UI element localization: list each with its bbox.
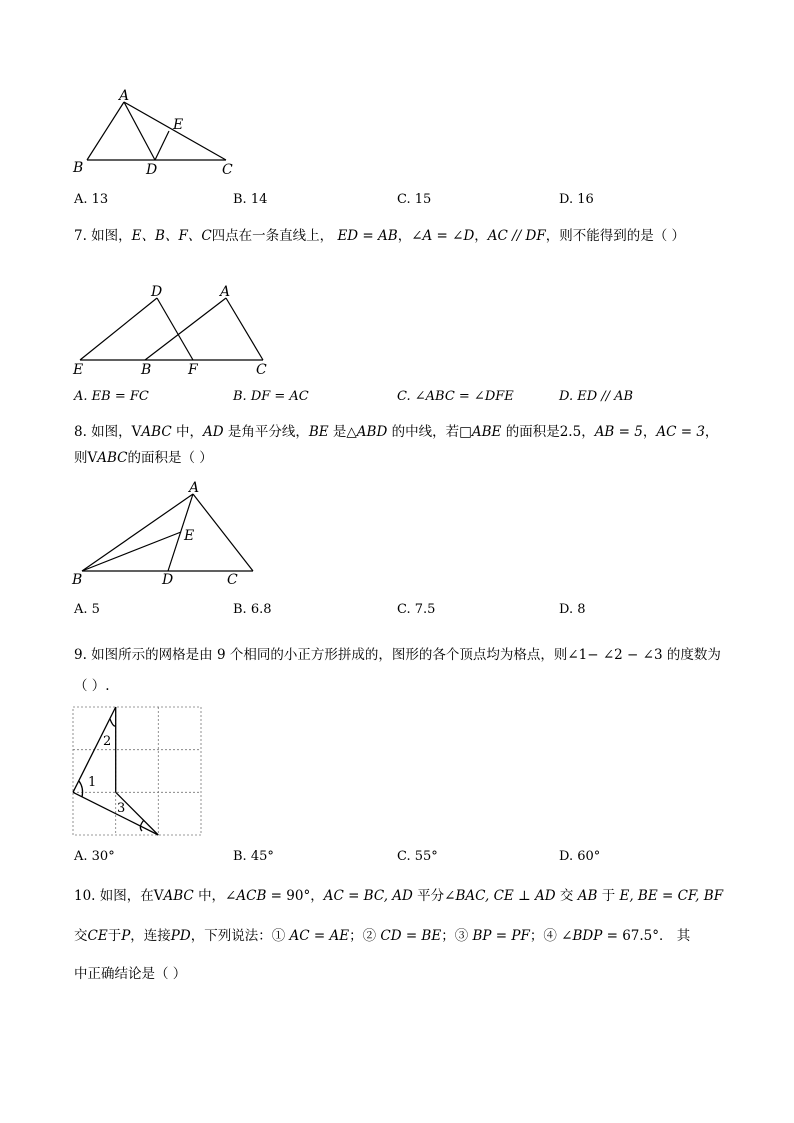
q7-label-C: C [256, 362, 267, 378]
q6-option-c: C. 15 [397, 192, 432, 207]
q10-stem-line3: 中正确结论是（ ） [74, 966, 187, 982]
q9-stem-line1: 9. 如图所示的网格是由 9 个相同的小正方形拼成的，图形的各个顶点均为格点，则∠1− ∠2 − ∠3 的度数为 [74, 647, 721, 663]
q9-angle-label-2: 2 [103, 734, 112, 749]
q8-label-D: D [162, 572, 174, 588]
q8-stem-line1: 8. 如图，VABC 中，AD 是角平分线，BE 是△ABD 的中线，若□ABE 的面积是2.5，AB = 5，AC = 3， [74, 424, 719, 440]
q10-stem-line2: 交CE于P，连接PD，下列说法：① AC = AE；② CD = BE；③ BP = PF；④ ∠BDP = 67.5°． 其 [74, 928, 691, 944]
q8-option-b: B. 6.8 [233, 602, 272, 617]
q6-option-d: D. 16 [559, 192, 594, 207]
q9-option-c: C. 55° [397, 849, 438, 864]
q6-label-D: D [146, 162, 158, 178]
q10-stem-line1: 10. 如图，在VABC 中，∠ACB = 90°，AC = BC, AD 平分∠BAC, CE ⊥ AD 交 AB 于 E, BE = CF, BF [74, 888, 724, 904]
q8-stem-line2: 则VABC的面积是（ ） [74, 450, 213, 466]
q6-option-a: A. 13 [74, 192, 109, 207]
q7-option-c: C. ∠ABC = ∠DFE [397, 389, 514, 404]
q8-label-C: C [227, 572, 238, 588]
q8-option-c: C. 7.5 [397, 602, 436, 617]
q9-option-b: B. 45° [233, 849, 274, 864]
q9-option-d: D. 60° [559, 849, 601, 864]
q8-option-a: A. 5 [74, 602, 100, 617]
q9-angle-label-1: 1 [88, 775, 97, 790]
q9-option-a: A. 30° [74, 849, 115, 864]
q6-option-b: B. 14 [233, 192, 268, 207]
q7-stem: 7. 如图，E、B、F、C四点在一条直线上， ED = AB，∠A = ∠D，AC // DF，则不能得到的是（ ） [74, 228, 686, 244]
q8-option-d: D. 8 [559, 602, 586, 617]
q7-option-b: B. DF = AC [233, 389, 309, 404]
q7-label-B: B [141, 362, 152, 378]
q6-label-C: C [222, 162, 233, 178]
q8-label-B: B [72, 572, 83, 588]
q7-label-E: E [73, 362, 84, 378]
q6-label-E: E [173, 117, 184, 133]
q7-label-F: F [188, 362, 198, 378]
q9-angle-label-3: 3 [117, 801, 126, 816]
q8-label-E: E [184, 528, 195, 544]
q9-stem-line2: （ ）. [74, 678, 110, 694]
q7-option-a: A. EB = FC [74, 389, 149, 404]
q6-label-B: B [73, 160, 84, 176]
q7-label-A: A [220, 284, 231, 300]
q7-label-D: D [151, 284, 163, 300]
q8-label-A: A [189, 480, 200, 496]
q6-label-A: A [119, 88, 130, 104]
q7-option-d: D. ED // AB [559, 389, 634, 404]
